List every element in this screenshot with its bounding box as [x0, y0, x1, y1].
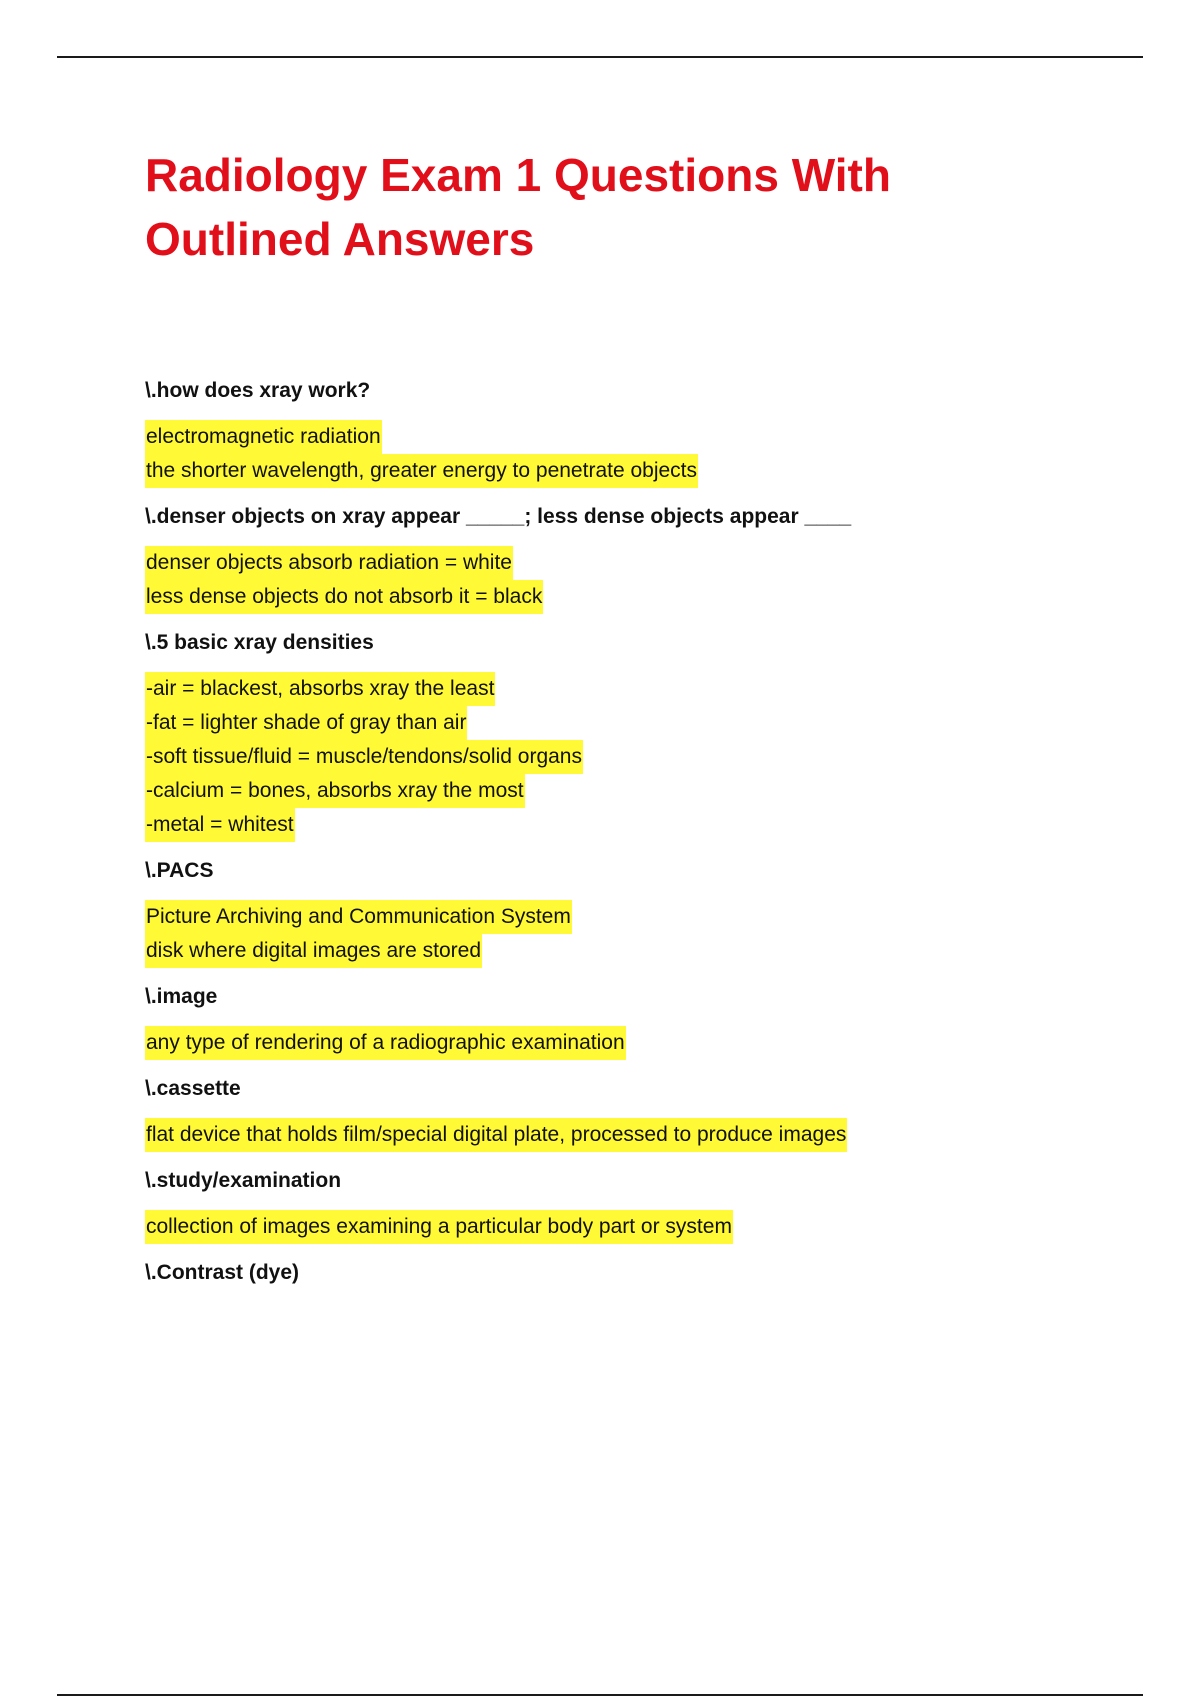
question-text: \.study/examination	[145, 1169, 342, 1192]
answer-line: -metal = whitest	[145, 808, 295, 842]
title-line-2: Outlined Answers	[145, 213, 535, 265]
answer-line: -air = blackest, absorbs xray the least	[145, 672, 495, 706]
qa-list	[145, 378, 1105, 1286]
qa-item	[145, 1168, 1105, 1244]
answer-line: disk where digital images are stored	[145, 934, 482, 968]
answer-block	[145, 672, 1105, 842]
answer-block	[145, 1118, 1105, 1152]
footer-rule	[57, 1694, 1143, 1696]
header-rule	[57, 56, 1143, 58]
question-text: \.how does xray work?	[145, 379, 371, 402]
answer-line: -calcium = bones, absorbs xray the most	[145, 774, 525, 808]
qa-item	[145, 378, 1105, 488]
answer-line: Picture Archiving and Communication System	[145, 900, 572, 934]
answer-line: electromagnetic radiation	[145, 420, 382, 454]
question-text: \.image	[145, 985, 218, 1008]
answer-line: the shorter wavelength, greater energy to penetrate objects	[145, 454, 698, 488]
answer-block	[145, 420, 1105, 488]
answer-line: -fat = lighter shade of gray than air	[145, 706, 467, 740]
question-text: \.PACS	[145, 859, 214, 882]
answer-line: -soft tissue/fluid = muscle/tendons/solid organs	[145, 740, 583, 774]
answer-line: denser objects absorb radiation = white	[145, 546, 513, 580]
qa-item	[145, 1260, 1105, 1286]
question-text: \.Contrast (dye)	[145, 1261, 300, 1284]
document-body	[145, 143, 1105, 1302]
qa-item	[145, 504, 1105, 614]
answer-block	[145, 1026, 1105, 1060]
qa-item	[145, 630, 1105, 842]
answer-line: any type of rendering of a radiographic examination	[145, 1026, 626, 1060]
qa-item	[145, 1076, 1105, 1152]
answer-block	[145, 1210, 1105, 1244]
title-line-1: Radiology Exam 1 Questions With	[145, 149, 891, 201]
question-text: \.denser objects on xray appear _____; less dense objects appear ____	[145, 505, 852, 528]
answer-block	[145, 900, 1105, 968]
qa-item	[145, 984, 1105, 1060]
answer-line: collection of images examining a particular body part or system	[145, 1210, 733, 1244]
qa-item	[145, 858, 1105, 968]
answer-line: flat device that holds film/special digital plate, processed to produce images	[145, 1118, 847, 1152]
question-text: \.5 basic xray densities	[145, 631, 374, 654]
answer-line: less dense objects do not absorb it = black	[145, 580, 543, 614]
question-text: \.cassette	[145, 1077, 241, 1100]
answer-block	[145, 546, 1105, 614]
document-title	[145, 143, 965, 271]
